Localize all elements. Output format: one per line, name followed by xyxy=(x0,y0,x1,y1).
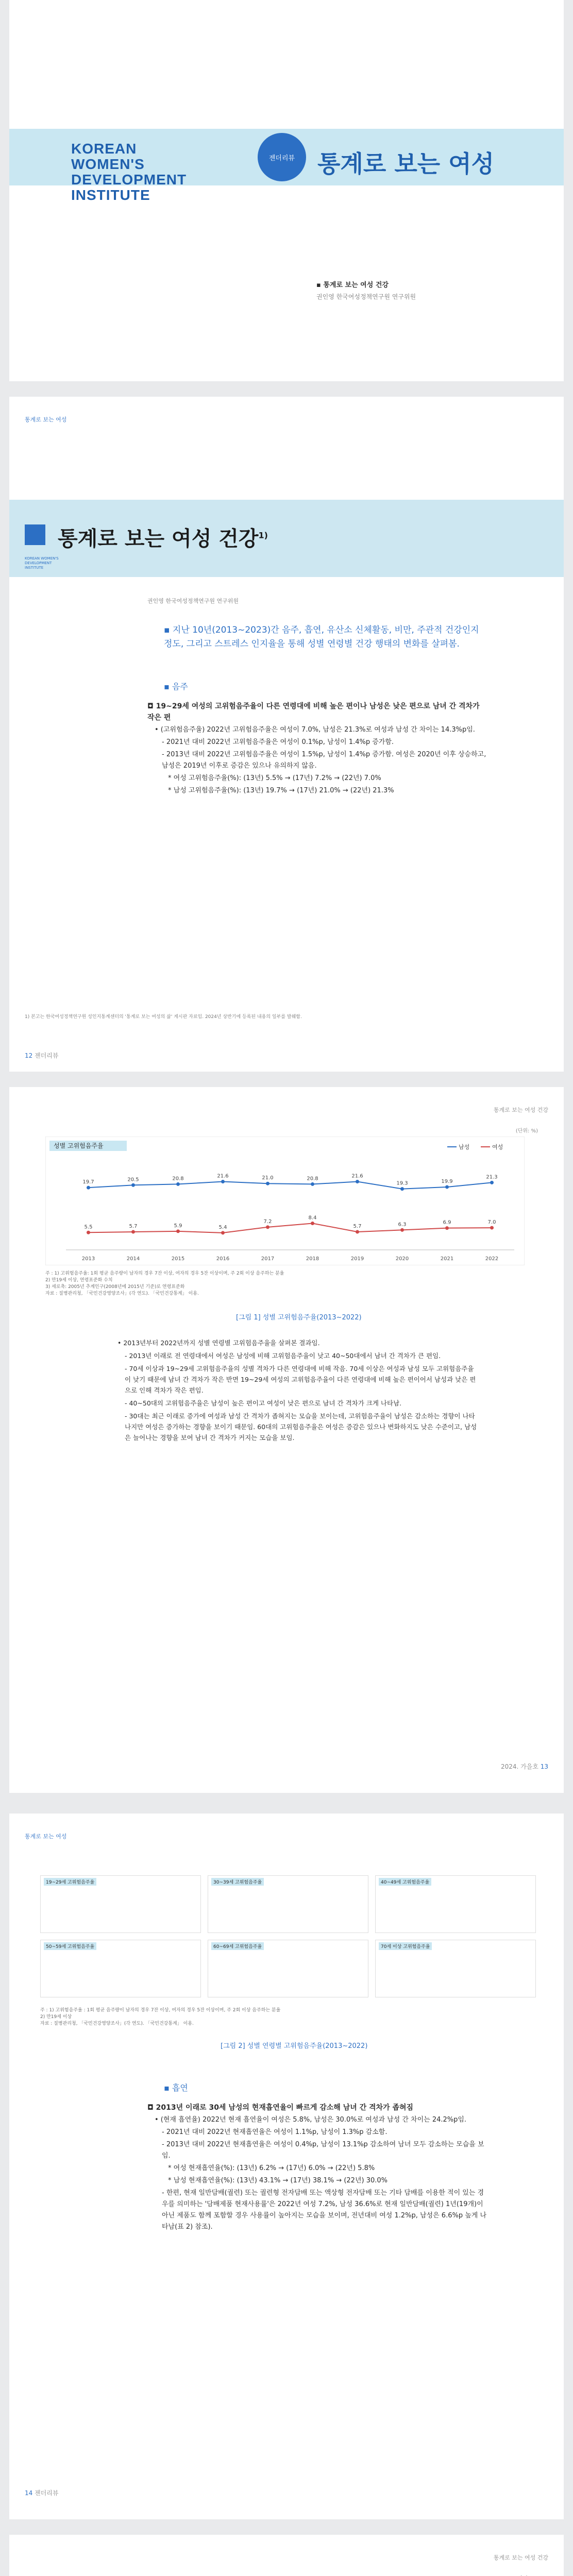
body-text: • 2013년부터 2022년까지 성별 연령별 고위험음주율을 살펴본 결과임. - 2013년 이래로 전 연령대에서 여성은 남성에 비해 고위험음주율이 낮고 40~50대에서 남녀 간 격차가 큰 편임. - 70세 이상과 19~29세 고위험음주율의 성별 격차가 다른 연령대에 비해 작음. 70세 이상은 여성과 남성 모두 고위험음주율이 낮기 때문에 남녀 간 격차가 작은 반면 19~29세 여성의 고위험음주율이 다른 연령대에 비해 높은 편이어서 남성과 낮은 편으로 인해 격차가 작은 편임. - 40~50대의 고위험음주율은 남성이 높은 편이고 여성이 낮은 편으로 남녀 간 격차가 크게 나타남. - 30대는 최근 이래로 증가에 여성과 남성 간 격차가 좁혀지는 모습을 보이는데, 고위험음주율이 남성은 감소하는 경향이 나타나지만 여성은 증가하는 경향을 보이기 때문임. 60대의 고위험음주율은 여성은 증감은 있으나 변화하지도 낮은 수준이고, 남성은 늘어나는 경향을 보여 남녀 간 격차가 커지는 모습을 보임. xyxy=(117,1339,477,1442)
data-point xyxy=(356,1230,359,1234)
chart-frame xyxy=(45,1137,525,1265)
data-point xyxy=(311,1182,314,1186)
data-point xyxy=(131,1230,135,1234)
age-panel: 40~49세 고위험음주율 xyxy=(375,1875,536,1933)
x-tick-label: 2022 xyxy=(485,1256,499,1262)
data-label: 5.9 xyxy=(174,1223,182,1229)
data-label: 6.9 xyxy=(443,1219,451,1226)
chart-page-drinking xyxy=(9,1087,564,1793)
chart-page-smoking xyxy=(9,2535,564,2576)
x-tick-label: 2016 xyxy=(216,1256,230,1262)
data-label: 7.0 xyxy=(487,1219,496,1226)
page-number: 2024. 가을호 13 xyxy=(500,1763,548,1770)
cover-page xyxy=(9,0,564,381)
x-tick-label: 2013 xyxy=(81,1256,95,1262)
data-point xyxy=(87,1231,90,1234)
institute-logo-text: KOREAN WOMEN'S DEVELOPMENT INSTITUTE xyxy=(71,141,187,203)
x-tick-label: 2020 xyxy=(395,1256,409,1262)
x-tick-label: 2018 xyxy=(306,1256,319,1262)
drinking-chart xyxy=(45,1137,525,1265)
abstract: ▪ 지난 10년(2013~2023)간 음주, 흡연, 유산소 신체활동, 비만, 주관적 건강인지 정도, 그리고 스트레스 인지율을 통해 성별 연령별 건강 행태의 변화를 살펴봄. xyxy=(164,625,479,649)
data-label: 5.5 xyxy=(84,1224,93,1230)
data-point xyxy=(311,1222,314,1225)
smoking-section: ◘ 2013년 이래로 30세 남성의 현재흡연율이 빠르게 감소해 남녀 간 격차가 좁혀짐 • (현재 흡연율) 2022년 현재 흡연율이 여성은 5.8%, 남성은 30.0%로 여성과 남성 간 차이는 24.2%p임. - 2021년 대비 2022년 현재흡연율은 여성이 1.1%p, 남성이 1.3%p 감소함. - 2013년 대비 2022년 현재흡연율은 여성이 0.4%p, 남성이 13.1%p 감소하여 남녀 모두 감소하는 모습을 보임. * 여성 현재흡연율(%): (13년) 6.2% → (17년) 6.0% → (22년) 5.8% * 남성 현재흡연율(%): (13년) 43.1% → (17년) 38.1% → (22년) 30.0% - 한편, 현재 일반담배(궐련) 또는 궐련형 전자담배 또는 액상형 전자담배 또는 기타 담배를 이용한 적이 있는 경우를 의미하는 '담배제품 현재사용률'은 2022년 여성 7.2%, 남성 36.6%로 현재 일반담배(궐련) 1년(19개)이 아닌 제품도 함께 포함할 경우 사용률이 높아지는 모습을 보이며, 전년대비 여성 1.2%p, 남성은 6.6%p 높게 나타남(표 2) 참조). xyxy=(147,2102,487,2234)
drinking-line-chart xyxy=(45,1137,525,1265)
data-point xyxy=(221,1231,225,1234)
unit-label xyxy=(516,2574,538,2576)
data-point xyxy=(490,1181,494,1184)
data-point xyxy=(400,1187,404,1191)
article-first-page xyxy=(9,397,564,1072)
section-heading: ◘ 19~29세 여성의 고위험음주율이 다른 연령대에 비해 높은 편이나 남성은 낮은 편으로 남녀 간 격차가 작은 편 xyxy=(147,702,480,722)
data-label: 21.6 xyxy=(351,1173,363,1179)
data-point xyxy=(176,1229,180,1233)
data-label: 21.3 xyxy=(486,1174,498,1180)
data-label: 19.7 xyxy=(82,1179,94,1185)
data-label: 20.5 xyxy=(127,1177,139,1183)
x-tick-label: 2017 xyxy=(261,1256,275,1262)
data-point xyxy=(131,1183,135,1187)
section-label-drinking: ▪ 음주 xyxy=(164,682,188,691)
data-label: 21.0 xyxy=(262,1175,274,1181)
data-point xyxy=(87,1186,90,1190)
age-panel: 60~69세 고위험음주율 xyxy=(208,1940,368,1997)
data-label: 20.8 xyxy=(172,1176,184,1182)
drinking-section xyxy=(147,701,487,798)
age-panel: 70세 이상 고위험음주율 xyxy=(375,1940,536,1997)
chart-page-age-drinking xyxy=(9,1814,564,2519)
x-tick-label: 2015 xyxy=(171,1256,185,1262)
data-label: 8.4 xyxy=(308,1215,317,1221)
title-accent-box xyxy=(25,524,45,545)
cover-author: 권인영 한국여성정책연구원 연구위원 xyxy=(316,293,416,300)
data-label: 6.3 xyxy=(398,1222,407,1228)
data-label: 7.2 xyxy=(263,1218,272,1225)
section-item: - 2013년 대비 2022년 고위험음주율은 여성이 1.5%p, 남성이 1.4%p 증가함. 여성은 2020년 이후 상승하고, 남성은 2019년 이후로 증감은 있으나 유의하지 않음. xyxy=(162,751,486,770)
page-number: 14 젠더리뷰 xyxy=(25,2489,59,2497)
cover-title: 통계로 보는 여성 xyxy=(317,150,495,178)
data-label: 20.8 xyxy=(307,1176,318,1182)
data-label: 19.3 xyxy=(396,1180,408,1187)
age-panel: 19~29세 고위험음주율 xyxy=(40,1875,201,1933)
cover-subtitle: ▪ 통계로 보는 여성 건강 xyxy=(316,281,389,289)
section-item: * 여성 고위험음주율(%): (13년) 5.5% → (17년) 7.2% → (22년) 7.0% xyxy=(168,774,381,782)
data-label: 19.9 xyxy=(441,1178,453,1184)
data-label: 5.4 xyxy=(218,1224,227,1230)
data-label: 5.7 xyxy=(129,1224,138,1230)
data-point xyxy=(266,1225,269,1229)
data-point xyxy=(266,1182,269,1185)
section-item: - 2021년 대비 2022년 고위험음주율은 여성이 0.1%p, 남성이 1.4%p 증가함. xyxy=(162,738,394,746)
unit-label: (단위: %) xyxy=(515,1128,538,1134)
cover-subtitle-block xyxy=(316,279,416,301)
article-author: 권인영 한국여성정책연구원 연구위원 xyxy=(147,598,239,604)
legend-label: 남성 xyxy=(459,1144,470,1150)
data-point xyxy=(356,1180,359,1183)
footnote: 1) 본고는 한국여성정책연구원 성인지통계센터의 '통계로 보는 여성의 삶' 게시판 자료임. 2024년 상반기에 등록된 내용의 일부를 발췌함. xyxy=(25,1014,302,1020)
x-tick-label: 2021 xyxy=(440,1256,454,1262)
section-heading: ◘ 2013년 이래로 30세 남성의 현재흡연율이 빠르게 감소해 남녀 간 격차가 좁혀짐 xyxy=(147,2104,414,2112)
data-point xyxy=(445,1185,449,1189)
data-label: 5.7 xyxy=(353,1224,362,1230)
data-point xyxy=(176,1182,180,1186)
running-header: 통계로 보는 여성 건강 xyxy=(493,1107,548,1113)
figure-caption: [그림 2] 성별 연령별 고위험음주율(2013~2022) xyxy=(221,2042,368,2050)
chart-notes: 주 : 1) 고위험음주율: 1회 평균 음주량이 남자의 경우 7잔 이상, 여자의 경우 5잔 이상이며, 주 2회 이상 음주하는 분율 2) 만19세 이상, 연령표준화 수치 3) 세로축: 2005년 추계인구(2008년에 2015년 기준)로 연령표준화 자료 : 질병관리청, 「국민건강영양조사」(각 연도). 「국민건강통계」 이용. xyxy=(45,1271,284,1296)
article-title: 통계로 보는 여성 건강$^{1)}$ xyxy=(58,527,268,551)
chart-notes: 주 : 1) 고위험음주율 : 1회 평균 음주량이 남자의 경우 7잔 이상, 여자의 경우 5잔 이상이며, 주 2회 이상 음주하는 분율 2) 만19세 이상 자료 : 질병관리청, 「국민건강영양조사」(각 연도). 「국민건강통계」 이용. xyxy=(40,2008,281,2026)
data-point xyxy=(400,1228,404,1232)
chart-title: 성별 고위험음주율 xyxy=(54,1142,104,1149)
age-panel: 30~39세 고위험음주율 xyxy=(208,1875,368,1933)
page-number: 12 젠더리뷰 xyxy=(25,1052,59,1059)
section-label-smoking: ▪ 흡연 xyxy=(164,2083,188,2093)
badge-circle: 젠더리뷰 xyxy=(258,133,306,181)
data-label: 21.6 xyxy=(217,1173,229,1179)
data-point xyxy=(445,1226,449,1230)
age-panel: 50~59세 고위험음주율 xyxy=(40,1940,201,1997)
x-tick-label: 2014 xyxy=(126,1256,140,1262)
data-point xyxy=(490,1226,494,1230)
section-item: • (고위험음주율) 2022년 고위험음주율은 여성이 7.0%, 남성은 21.3%로 여성과 남성 간 차이는 14.3%p임. xyxy=(155,726,475,734)
running-header: 통계로 보는 여성 건강 xyxy=(493,2554,548,2561)
running-header: 통계로 보는 여성 xyxy=(25,416,67,423)
figure-caption: [그림 1] 성별 고위험음주율(2013~2022) xyxy=(236,1314,362,1321)
data-point xyxy=(221,1180,225,1183)
running-header: 통계로 보는 여성 xyxy=(25,1833,67,1840)
legend-label: 여성 xyxy=(492,1144,503,1150)
section-item: * 남성 고위험음주율(%): (13년) 19.7% → (17년) 21.0% → (22년) 21.3% xyxy=(168,787,394,794)
institute-small-logo: KOREAN WOMEN'S DEVELOPMENT INSTITUTE xyxy=(25,556,59,570)
x-tick-label: 2019 xyxy=(350,1256,364,1262)
